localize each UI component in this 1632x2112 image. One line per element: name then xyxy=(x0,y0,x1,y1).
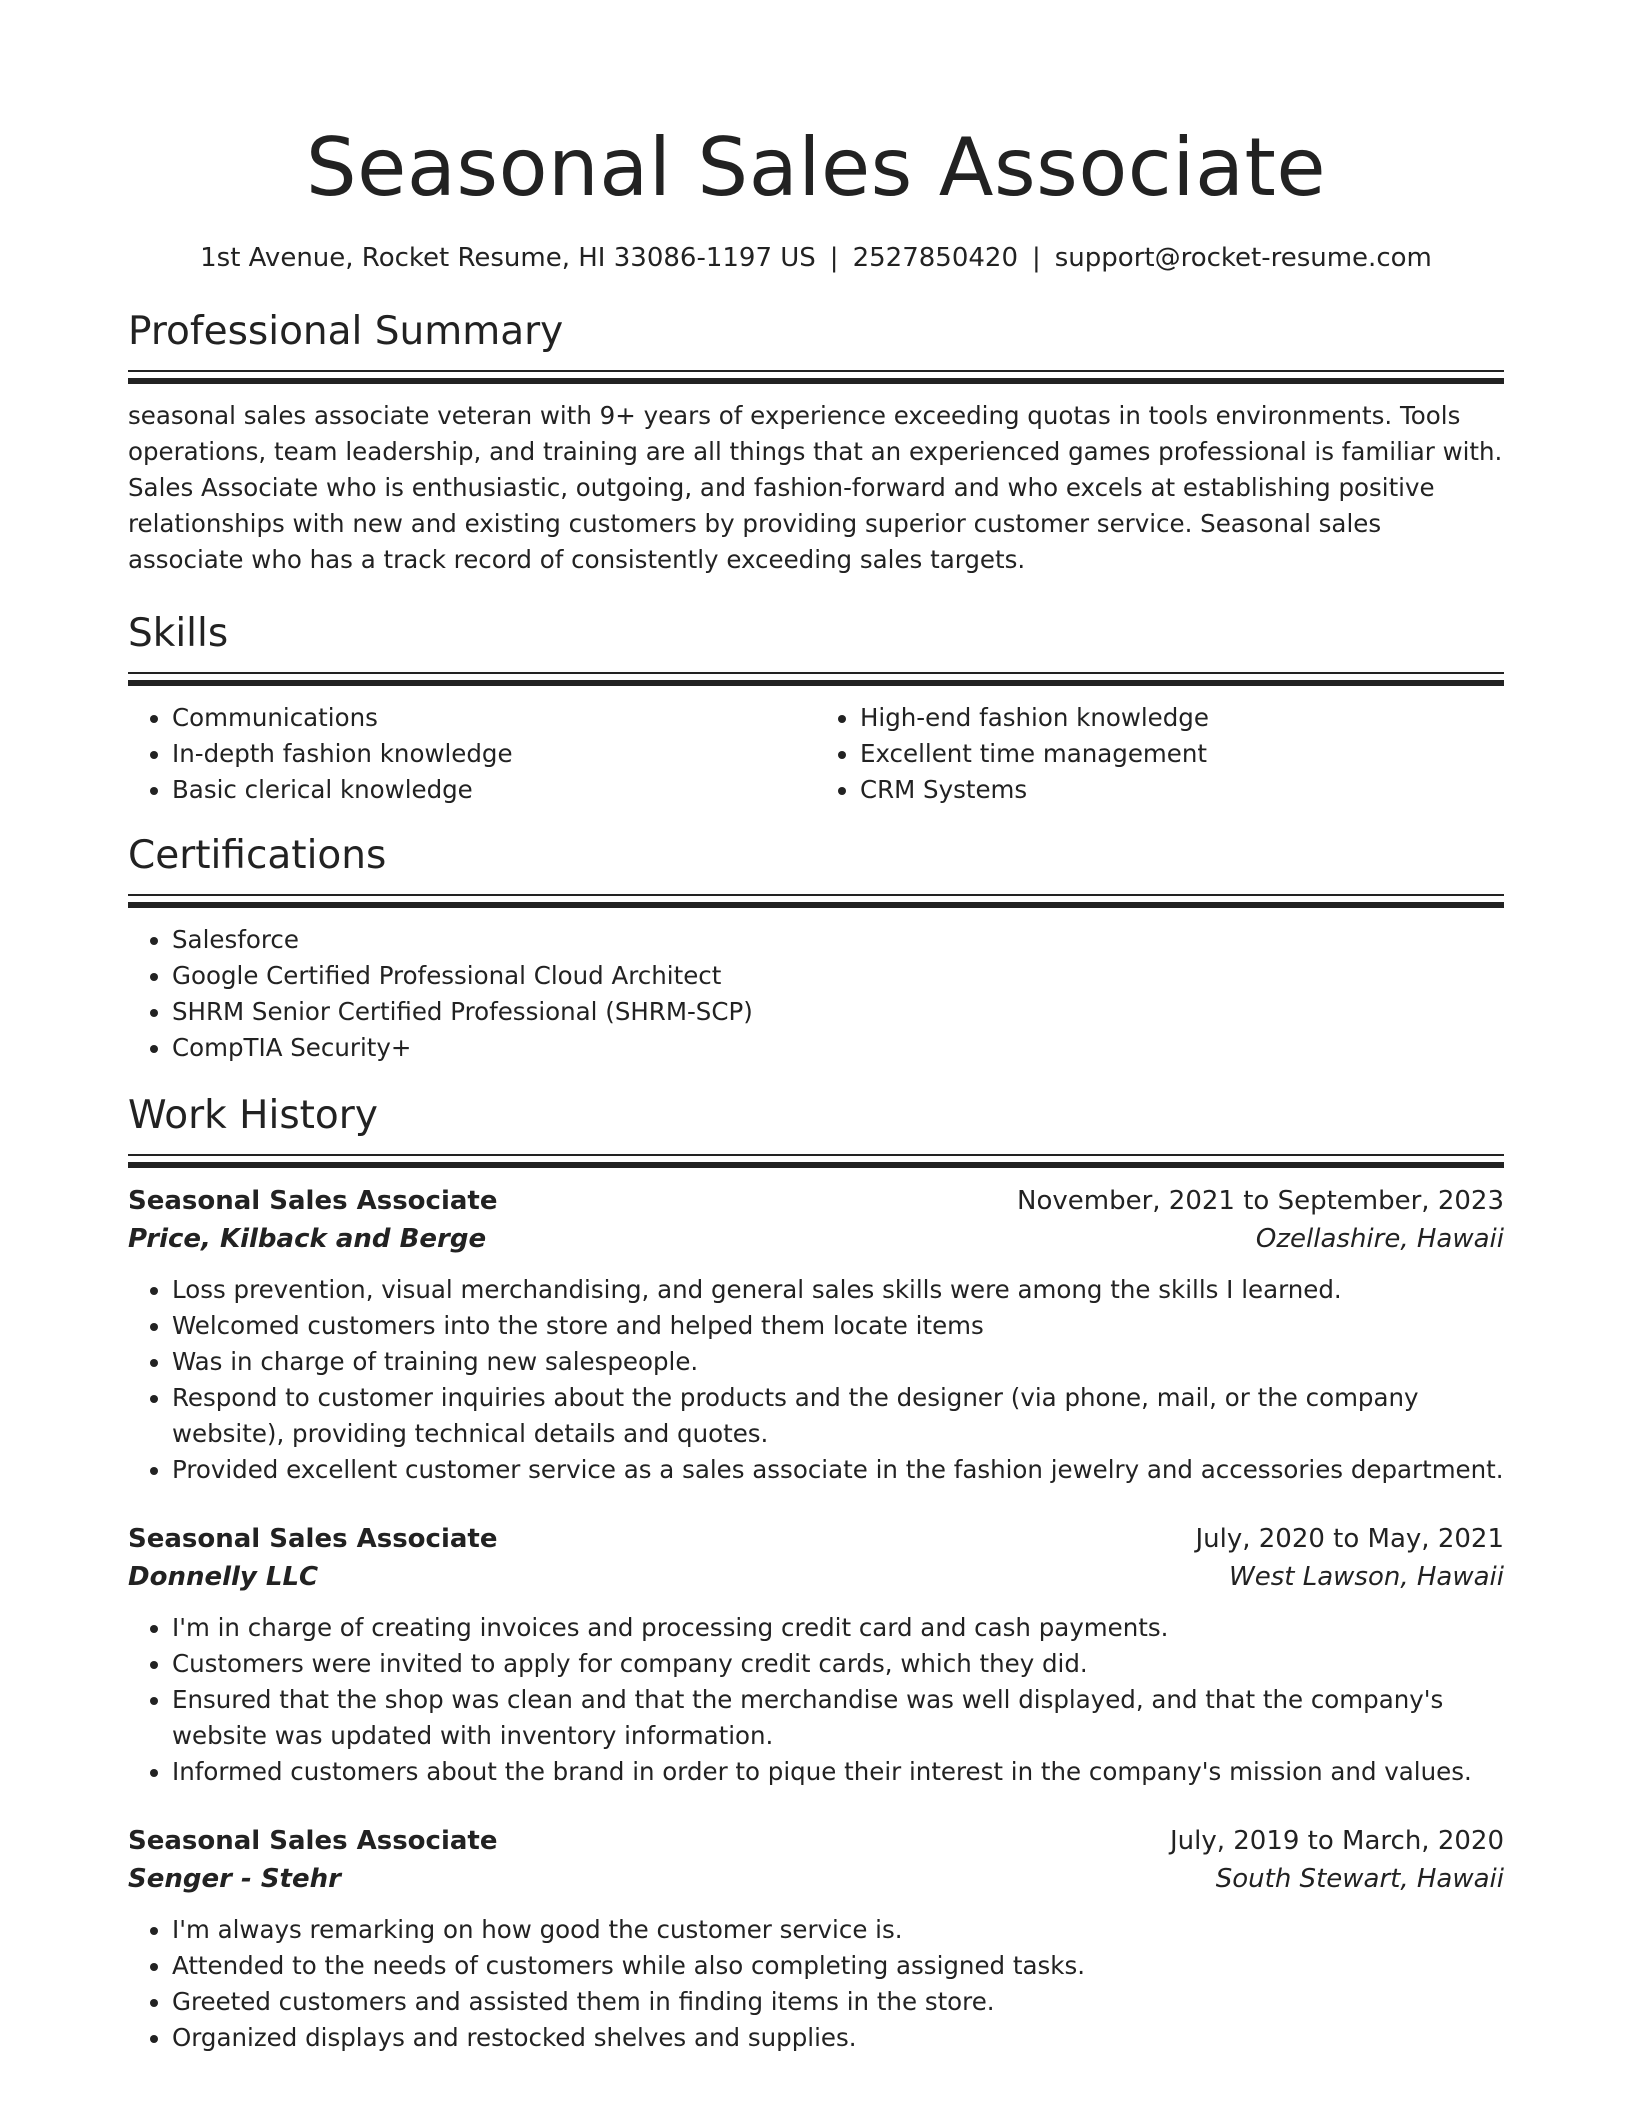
resume-name: Seasonal Sales Associate xyxy=(305,121,1327,214)
job-dates: July, 2019 to March, 2020 xyxy=(1169,1826,1504,1856)
job-bullet: • Organized displays and restocked shelves and supplies. xyxy=(172,2020,1504,2056)
job-dates: July, 2020 to May, 2021 xyxy=(1195,1524,1504,1554)
job-entry xyxy=(128,1182,1504,1488)
certification-item: • CompTIA Security+ xyxy=(172,1030,1504,1066)
contact-address: 1st Avenue, Rocket Resume, HI 33086-1197 US xyxy=(200,243,816,273)
certification-item: • Salesforce xyxy=(172,922,1504,958)
skill-item: • Basic clerical knowledge xyxy=(172,772,816,808)
certifications-heading: Certifications xyxy=(128,833,387,878)
certifications-section xyxy=(128,830,1504,1066)
job-bullet: • Loss prevention, visual merchandising, and general sales skills were among the skills I learned. xyxy=(172,1272,1504,1308)
certification-item: • SHRM Senior Certified Professional (SHRM-SCP) xyxy=(172,994,1504,1030)
job-bullets xyxy=(128,1610,1504,1790)
job-header-row xyxy=(128,1182,1504,1220)
job-bullet: • Welcomed customers into the store and helped them locate items xyxy=(172,1308,1504,1344)
job-subheader-row xyxy=(128,1220,1504,1258)
job-header-row xyxy=(128,1520,1504,1558)
summary-heading: Professional Summary xyxy=(128,309,564,354)
skills-heading: Skills xyxy=(128,611,229,656)
skills-list-left xyxy=(128,700,816,808)
job-bullet: • Provided excellent customer service as a sales associate in the fashion jewelry and accessories department. xyxy=(172,1452,1504,1488)
skill-item: • Communications xyxy=(172,700,816,736)
section-divider xyxy=(128,370,1504,384)
job-subheader-row xyxy=(128,1558,1504,1596)
job-bullet: • Customers were invited to apply for company credit cards, which they did. xyxy=(172,1646,1504,1682)
job-entry xyxy=(128,1520,1504,1790)
job-bullet: • Was in charge of training new salespeople. xyxy=(172,1344,1504,1380)
job-title: Seasonal Sales Associate xyxy=(128,1826,498,1856)
job-bullet: • Greeted customers and assisted them in finding items in the store. xyxy=(172,1984,1504,2020)
job-bullet: • Respond to customer inquiries about the products and the designer (via phone, mail, or the company website), providing technical details and quotes. xyxy=(172,1380,1504,1452)
summary-text: seasonal sales associate veteran with 9+ years of experience exceeding quotas in tools environments. Tools operations, team leadership, and training are all things that an experienced games professional is familiar with. Sales Associate who is enthusiastic, outgoing, and fashion-forward and who excels at establishing positive relationships with new and existing customers by providing superior customer service. Seasonal sales associate who has a track record of consistently exceeding sales targets. xyxy=(128,401,1503,574)
skills-section xyxy=(128,608,1504,808)
job-bullet: • I'm always remarking on how good the customer service is. xyxy=(172,1912,1504,1948)
contact-separator: | xyxy=(1031,243,1041,273)
summary-section xyxy=(128,306,1504,578)
job-bullet: • I'm in charge of creating invoices and processing credit card and cash payments. xyxy=(172,1610,1504,1646)
certification-item: • Google Certified Professional Cloud Architect xyxy=(172,958,1504,994)
certifications-list xyxy=(128,922,1504,1066)
job-location: West Lawson, Hawaii xyxy=(1229,1562,1504,1592)
contact-separator: | xyxy=(829,243,839,273)
skill-item: • High-end fashion knowledge xyxy=(860,700,1504,736)
job-header-row xyxy=(128,1822,1504,1860)
job-company: Price, Kilback and Berge xyxy=(128,1224,487,1254)
section-divider xyxy=(128,672,1504,686)
job-title: Seasonal Sales Associate xyxy=(128,1524,498,1554)
job-bullets xyxy=(128,1272,1504,1488)
contact-phone: 2527850420 xyxy=(852,243,1018,273)
skill-item: • In-depth fashion knowledge xyxy=(172,736,816,772)
job-bullet: • Informed customers about the brand in order to pique their interest in the company's mission and values. xyxy=(172,1754,1504,1790)
job-company: Senger - Stehr xyxy=(128,1864,341,1894)
skills-list-right xyxy=(816,700,1504,808)
job-bullets xyxy=(128,1912,1504,2056)
job-bullet: • Attended to the needs of customers while also completing assigned tasks. xyxy=(172,1948,1504,1984)
skills-grid xyxy=(128,700,1504,808)
contact-email[interactable]: support@rocket-resume.com xyxy=(1054,243,1432,273)
job-dates: November, 2021 to September, 2023 xyxy=(1017,1186,1504,1216)
section-divider xyxy=(128,894,1504,908)
work-history-heading: Work History xyxy=(128,1093,378,1138)
job-entry xyxy=(128,1822,1504,2056)
job-title: Seasonal Sales Associate xyxy=(128,1186,498,1216)
job-location: South Stewart, Hawaii xyxy=(1215,1864,1504,1894)
skill-item: • Excellent time management xyxy=(860,736,1504,772)
job-bullet: • Ensured that the shop was clean and that the merchandise was well displayed, and that the company's website was updated with inventory information. xyxy=(172,1682,1504,1754)
job-subheader-row xyxy=(128,1860,1504,1898)
job-location: Ozellashire, Hawaii xyxy=(1255,1224,1504,1254)
job-company: Donnelly LLC xyxy=(128,1562,319,1592)
work-history-section xyxy=(128,1090,1504,2056)
skill-item: • CRM Systems xyxy=(860,772,1504,808)
section-divider xyxy=(128,1154,1504,1168)
contact-line xyxy=(128,240,1504,276)
